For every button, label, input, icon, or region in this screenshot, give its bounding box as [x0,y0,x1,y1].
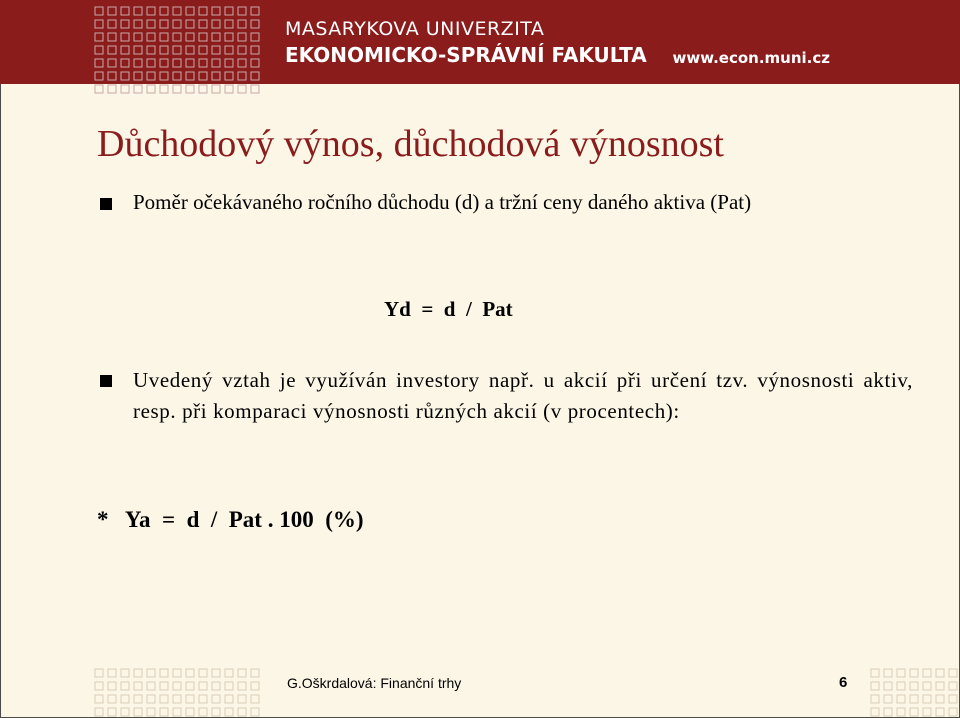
dot-square [225,59,233,67]
dot-square [225,682,233,690]
bullet-text-1: Poměr očekávaného ročního důchodu (d) a tržní ceny daného aktiva (Pat) [133,190,752,214]
dot-square [212,72,220,80]
dot-square [949,669,957,677]
dot-square [199,669,207,677]
dot-square [910,669,918,677]
dot-square [121,85,129,93]
dot-square [147,7,155,15]
dot-square [160,46,168,54]
dot-square [173,7,181,15]
dot-square [871,695,879,703]
dot-square [225,695,233,703]
dot-square [147,682,155,690]
dot-square [186,59,194,67]
dot-square [199,695,207,703]
dot-square [108,708,116,716]
dot-square [95,20,103,28]
dot-square [147,708,155,716]
bullet-text-2: Uvedený vztah je využíván investory např. u akcií při určení tzv. výnosnosti aktiv, resp. při komparaci výnosnosti různých akcií (v procentech): [133,368,913,423]
dot-square [936,669,944,677]
dot-square [923,695,931,703]
dot-square [199,33,207,41]
dot-square [173,669,181,677]
dot-square [238,46,246,54]
dot-square [923,669,931,677]
dot-square [212,708,220,716]
dot-square [186,20,194,28]
dot-square [936,708,944,716]
dot-square [134,85,142,93]
dot-square [147,33,155,41]
dot-square [225,46,233,54]
dot-square [186,695,194,703]
university-name: MASARYKOVA UNIVERZITA [285,18,545,40]
dot-square [212,695,220,703]
dot-square [147,59,155,67]
dot-square [238,669,246,677]
dot-square [173,46,181,54]
dot-square [134,72,142,80]
dot-square [160,85,168,93]
dot-square [199,7,207,15]
dot-square [121,669,129,677]
dot-square [121,695,129,703]
dot-square [212,59,220,67]
dot-square [897,669,905,677]
dot-square [212,46,220,54]
dot-square [251,695,259,703]
dot-square [949,682,957,690]
faculty-name: EKONOMICKO-SPRÁVNÍ FAKULTA [285,43,647,67]
dot-square [134,682,142,690]
dot-square [238,33,246,41]
page-number: 6 [839,674,848,691]
dot-square [147,72,155,80]
dot-square [251,85,259,93]
dot-square [160,669,168,677]
dot-square [121,46,129,54]
dot-square [238,7,246,15]
dot-square [160,695,168,703]
dot-square [199,682,207,690]
dot-square [134,46,142,54]
dot-square [251,46,259,54]
dot-square [923,708,931,716]
dot-square [95,46,103,54]
dot-square [936,695,944,703]
dot-square [884,708,892,716]
dot-square [225,33,233,41]
dot-square [160,20,168,28]
dot-square [95,85,103,93]
dot-square [910,682,918,690]
dot-square [108,20,116,28]
dot-square [108,695,116,703]
formula-ya: * Ya = d / Pat . 100 (%) [97,507,364,532]
dot-square [160,682,168,690]
dot-square [173,72,181,80]
dot-square [251,20,259,28]
dot-square [212,33,220,41]
dot-square [95,682,103,690]
dot-square [949,695,957,703]
dot-square [173,695,181,703]
dot-square [897,708,905,716]
dot-square [225,7,233,15]
dot-square [121,72,129,80]
dot-square [121,20,129,28]
dot-square [238,708,246,716]
dot-square [108,669,116,677]
dot-square [897,695,905,703]
bullet-square-icon [100,375,112,387]
dot-square [884,695,892,703]
dot-square [199,708,207,716]
dot-square [212,669,220,677]
dot-square [251,682,259,690]
header-bar [0,0,960,84]
footer-dot-pattern-decoration [94,668,264,718]
dot-square [225,669,233,677]
dot-square [884,682,892,690]
dot-square [173,20,181,28]
dot-square [121,708,129,716]
dot-square [121,682,129,690]
dot-square [160,72,168,80]
dot-square [173,59,181,67]
dot-square [134,695,142,703]
dot-square [910,708,918,716]
dot-square [186,7,194,15]
dot-square [238,59,246,67]
dot-square [186,669,194,677]
dot-square [910,695,918,703]
slide-title: Důchodový výnos, důchodová výnosnost [97,123,724,165]
dot-square [936,682,944,690]
dot-square [238,20,246,28]
dot-square [871,669,879,677]
dot-square [871,708,879,716]
dot-square [95,695,103,703]
dot-square [121,33,129,41]
dot-square [134,33,142,41]
dot-square [186,72,194,80]
dot-square [225,72,233,80]
dot-square [147,669,155,677]
dot-square [225,708,233,716]
formula-yd: Yd = d / Pat [384,297,513,321]
dot-square [871,682,879,690]
dot-square [199,46,207,54]
dot-square [897,682,905,690]
dot-square [212,7,220,15]
bullet-square-icon [100,198,112,210]
dot-square [251,7,259,15]
dot-square [186,682,194,690]
dot-square [212,682,220,690]
dot-square [225,20,233,28]
dot-square [251,669,259,677]
website-link[interactable]: www.econ.muni.cz [672,49,830,67]
dot-square [199,59,207,67]
dot-square [108,46,116,54]
footer-author: G.Oškrdalová: Finanční trhy [287,675,462,691]
dot-square [121,59,129,67]
dot-square [225,85,233,93]
dot-square [199,20,207,28]
dot-square [95,7,103,15]
dot-square [108,682,116,690]
dot-square [147,85,155,93]
dot-square [212,20,220,28]
dot-square [251,33,259,41]
dot-square [108,72,116,80]
dot-square [108,85,116,93]
dot-square [949,708,957,716]
dot-square [251,72,259,80]
dot-square [108,7,116,15]
dot-square [134,669,142,677]
dot-square [173,708,181,716]
dot-square [147,46,155,54]
footer-dot-pattern-right-decoration [870,668,960,718]
dot-square [134,7,142,15]
dot-square [238,695,246,703]
dot-square [121,7,129,15]
dot-square [173,85,181,93]
dot-square [173,682,181,690]
dot-square [212,85,220,93]
dot-square [95,33,103,41]
dot-square [884,669,892,677]
dot-square [199,72,207,80]
dot-square [186,46,194,54]
dot-square [251,59,259,67]
dot-pattern-decoration [94,6,274,106]
dot-square [95,59,103,67]
dot-square [173,33,181,41]
dot-square [147,20,155,28]
dot-square [238,85,246,93]
dot-square [160,33,168,41]
dot-square [147,695,155,703]
dot-square [238,682,246,690]
dot-square [160,59,168,67]
dot-square [199,85,207,93]
dot-square [186,33,194,41]
dot-square [95,72,103,80]
dot-square [238,72,246,80]
dot-square [923,682,931,690]
dot-square [251,708,259,716]
dot-square [95,669,103,677]
dot-square [134,20,142,28]
dot-square [186,708,194,716]
dot-square [186,85,194,93]
dot-square [134,708,142,716]
dot-square [108,33,116,41]
dot-square [95,708,103,716]
dot-square [160,708,168,716]
dot-square [134,59,142,67]
dot-square [160,7,168,15]
dot-square [108,59,116,67]
